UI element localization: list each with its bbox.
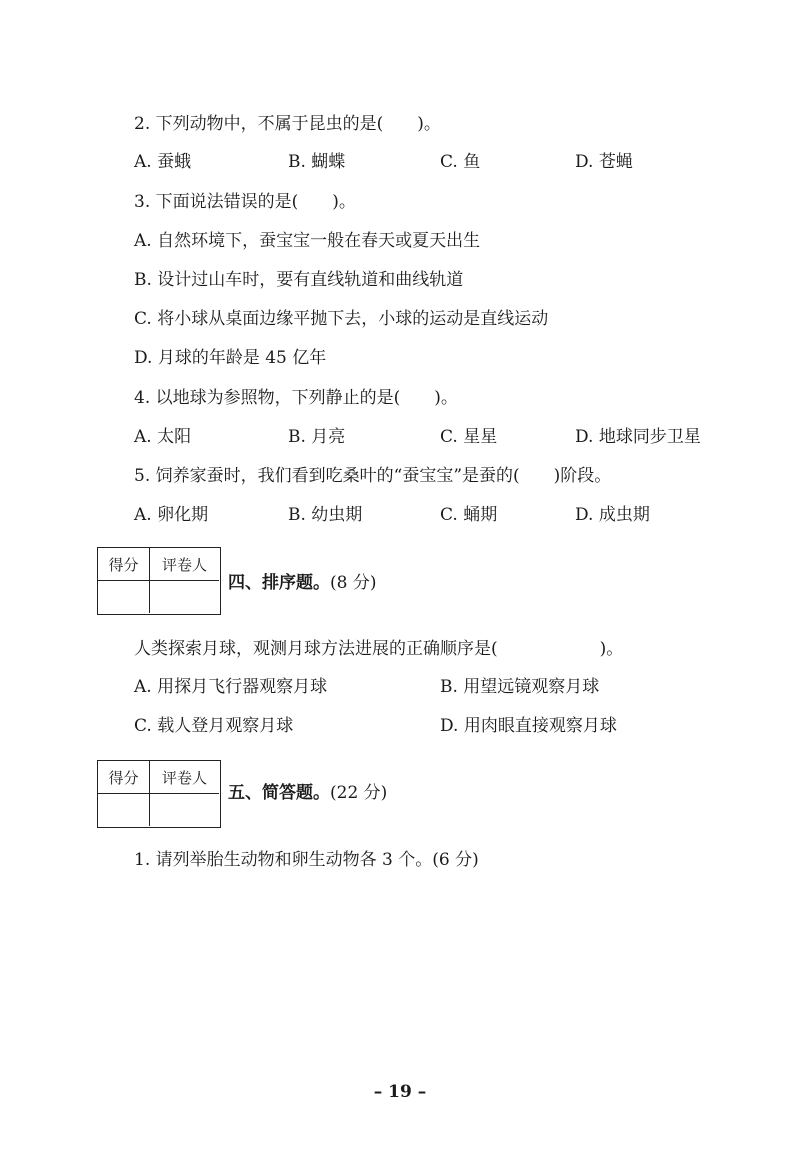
score-cell [98, 794, 150, 826]
page-number: – 19 – [373, 1082, 427, 1102]
q2-stem: 2. 下列动物中，不属于昆虫的是( )。 [134, 114, 441, 134]
q4-option-a: A. 太阳 [134, 427, 192, 447]
q5-option-d: D. 成虫期 [575, 505, 650, 525]
q2-option-a: A. 蚕蛾 [134, 152, 192, 172]
grader-label: 评卷人 [150, 761, 219, 794]
section5-title [228, 781, 387, 805]
score-box-section4 [97, 547, 221, 615]
q5-option-b: B. 幼虫期 [288, 505, 363, 525]
score-label: 得分 [98, 761, 150, 794]
q2-option-d: D. 苍蝇 [575, 152, 633, 172]
section4-option-c: C. 载人登月观察月球 [134, 716, 294, 736]
q4-option-b: B. 月亮 [288, 427, 346, 447]
q5-option-c: C. 蛹期 [440, 505, 498, 525]
score-label: 得分 [98, 548, 150, 581]
section5-points: (22 分) [330, 783, 388, 803]
q3-option-b: B. 设计过山车时，要有直线轨道和曲线轨道 [134, 270, 464, 290]
grader-cell [150, 581, 219, 613]
q3-stem: 3. 下面说法错误的是( )。 [134, 192, 356, 212]
section4-option-a: A. 用探月飞行器观察月球 [134, 677, 328, 697]
score-cell [98, 581, 150, 613]
grader-cell [150, 794, 219, 826]
q2-option-b: B. 蝴蝶 [288, 152, 346, 172]
q5-option-a: A. 卵化期 [134, 505, 209, 525]
q4-option-d: D. 地球同步卫星 [575, 427, 701, 447]
section4-points: (8 分) [330, 573, 377, 593]
section4-title [228, 571, 376, 595]
section4-stem: 人类探索月球，观测月球方法进展的正确顺序是( )。 [134, 639, 624, 659]
section5-title-text: 五、简答题。 [228, 783, 330, 803]
q5-stem: 5. 饲养家蚕时，我们看到吃桑叶的“蚕宝宝”是蚕的( )阶段。 [134, 466, 612, 486]
q3-option-d: D. 月球的年龄是 45 亿年 [134, 348, 327, 368]
answer-space [134, 880, 694, 1060]
q2-option-c: C. 鱼 [440, 152, 481, 172]
q3-option-c: C. 将小球从桌面边缘平抛下去，小球的运动是直线运动 [134, 309, 549, 329]
section4-option-d: D. 用肉眼直接观察月球 [440, 716, 617, 736]
q4-stem: 4. 以地球为参照物，下列静止的是( )。 [134, 388, 458, 408]
score-box-section5 [97, 760, 221, 828]
section5-q1: 1. 请列举胎生动物和卵生动物各 3 个。(6 分) [134, 850, 479, 870]
section4-option-b: B. 用望远镜观察月球 [440, 677, 600, 697]
section4-title-text: 四、排序题。 [228, 573, 330, 593]
grader-label: 评卷人 [150, 548, 219, 581]
q4-option-c: C. 星星 [440, 427, 498, 447]
q3-option-a: A. 自然环境下，蚕宝宝一般在春天或夏天出生 [134, 231, 481, 251]
